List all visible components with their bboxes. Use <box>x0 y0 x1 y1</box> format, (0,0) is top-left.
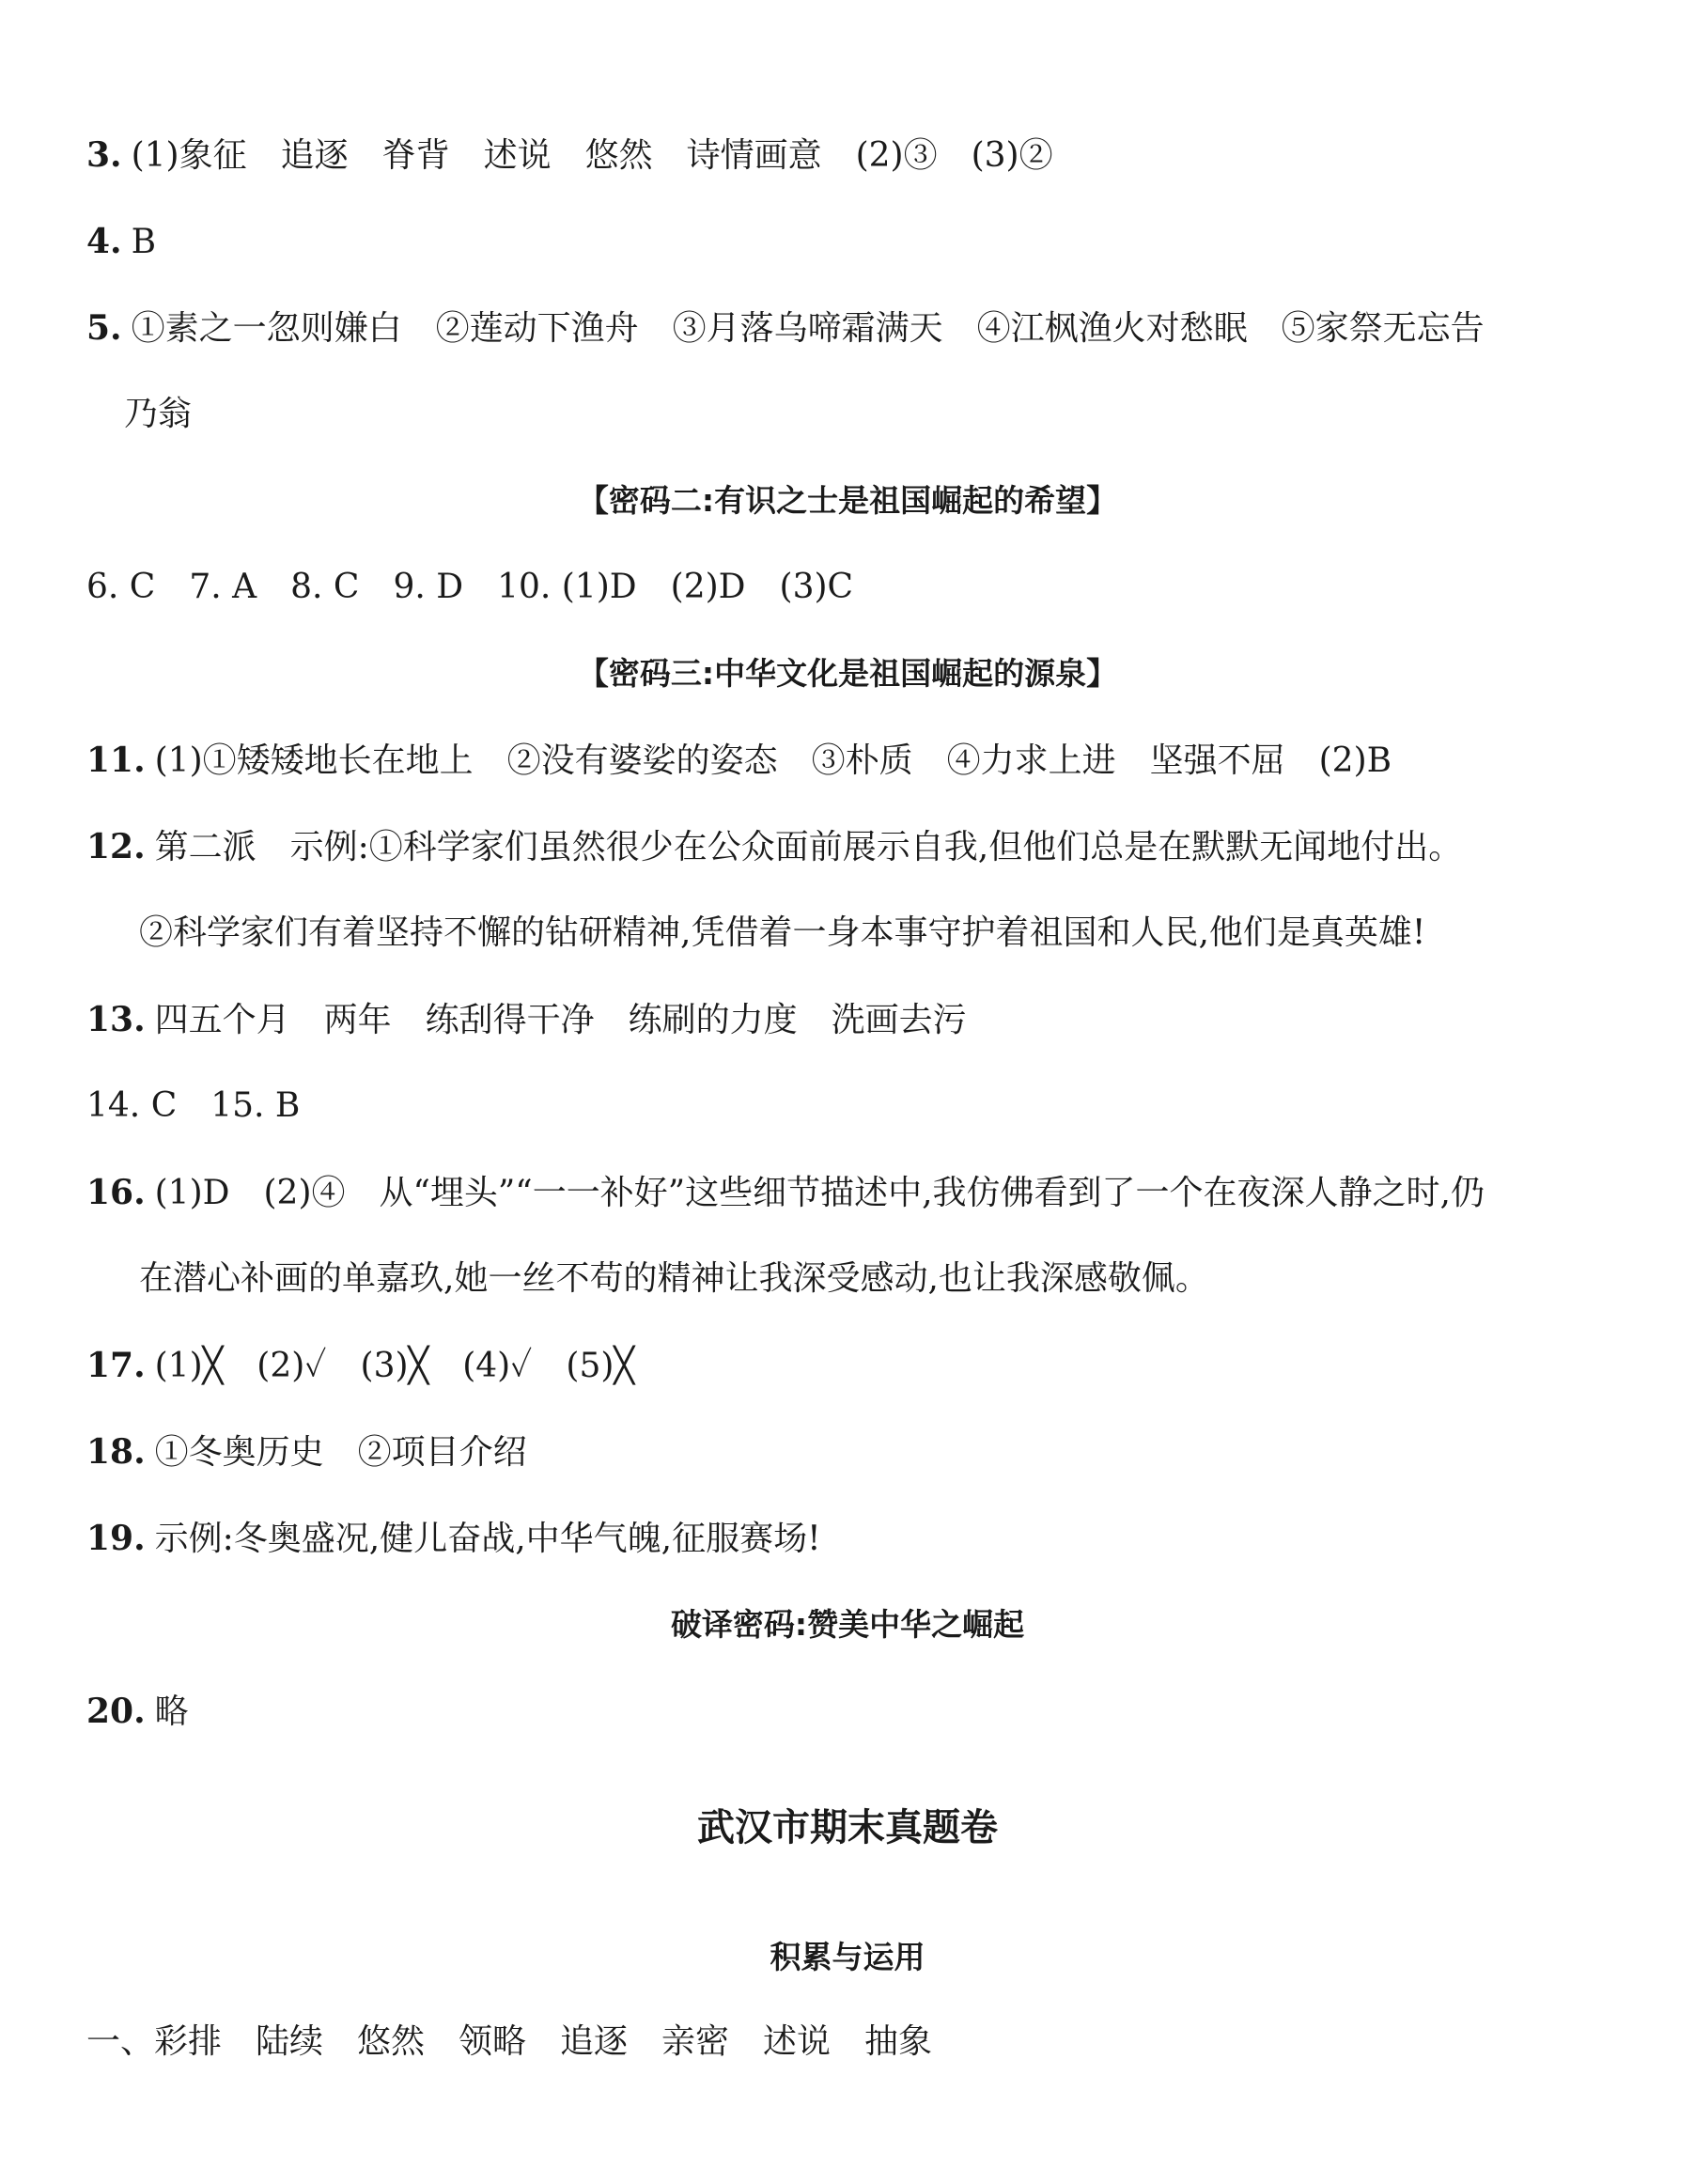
answer-part-1: 一、彩排 陆续 悠然 领略 追逐 亲密 述说 抽象 <box>86 2022 933 2061</box>
answer-11: 11. (1)①矮矮地长在地上 ②没有婆娑的姿态 ③朴质 ④力求上进 坚强不屈 (2)B <box>86 741 1392 780</box>
exam-title: 武汉市期末真题卷 <box>697 1806 998 1849</box>
section-heading-decode: 破译密码:赞美中华之崛起 <box>670 1606 1025 1643</box>
answer-20: 20. 略 <box>86 1692 189 1731</box>
answer-18: 18. ①冬奥历史 ②项目介绍 <box>86 1432 527 1472</box>
answer-16: 16. (1)D (2)④ 从“埋头”“一一补好”这些细节描述中,我仿佛看到了一个在夜深人静之时,仍 <box>86 1173 1485 1212</box>
answer-17: 17. (1)╳ (2)✓ (3)╳ (4)✓ (5)╳ <box>86 1346 635 1385</box>
answer-3: 3. (1)象征 追逐 脊背 述说 悠然 诗情画意 (2)③ (3)② <box>86 135 1053 175</box>
answer-16-continued: 在潜心补画的单嘉玖,她一丝不苟的精神让我深受感动,也让我深感敬佩。 <box>139 1259 1209 1298</box>
answers-6-10: 6. C 7. A 8. C 9. D 10. (1)D (2)D (3)C <box>86 568 854 606</box>
answers-14-15: 14. C 15. B <box>86 1086 301 1125</box>
answer-19: 19. 示例:冬奥盛况,健儿奋战,中华气魄,征服赛场! <box>86 1519 821 1558</box>
answer-4: 4. B <box>86 222 157 261</box>
answer-12: 12. 第二派 示例:①科学家们虽然很少在公众面前展示自我,但他们总是在默默无闻地付出。 <box>86 827 1463 866</box>
section-subtitle: 积累与运用 <box>770 1939 925 1975</box>
answer-5: 5. ①素之一忽则嫌白 ②莲动下渔舟 ③月落乌啼霜满天 ④江枫渔火对愁眠 ⑤家祭无忘告 <box>86 308 1485 348</box>
answer-12-continued: ②科学家们有着坚持不懈的钻研精神,凭借着一身本事守护着祖国和人民,他们是真英雄! <box>139 913 1426 952</box>
section-heading-code-3: 【密码三:中华文化是祖国崛起的源泉】 <box>577 655 1118 692</box>
answer-13: 13. 四五个月 两年 练刮得干净 练刷的力度 洗画去污 <box>86 1000 967 1039</box>
section-heading-code-2: 【密码二:有识之士是祖国崛起的希望】 <box>577 482 1118 519</box>
answer-5-continued: 乃翁 <box>124 395 193 433</box>
